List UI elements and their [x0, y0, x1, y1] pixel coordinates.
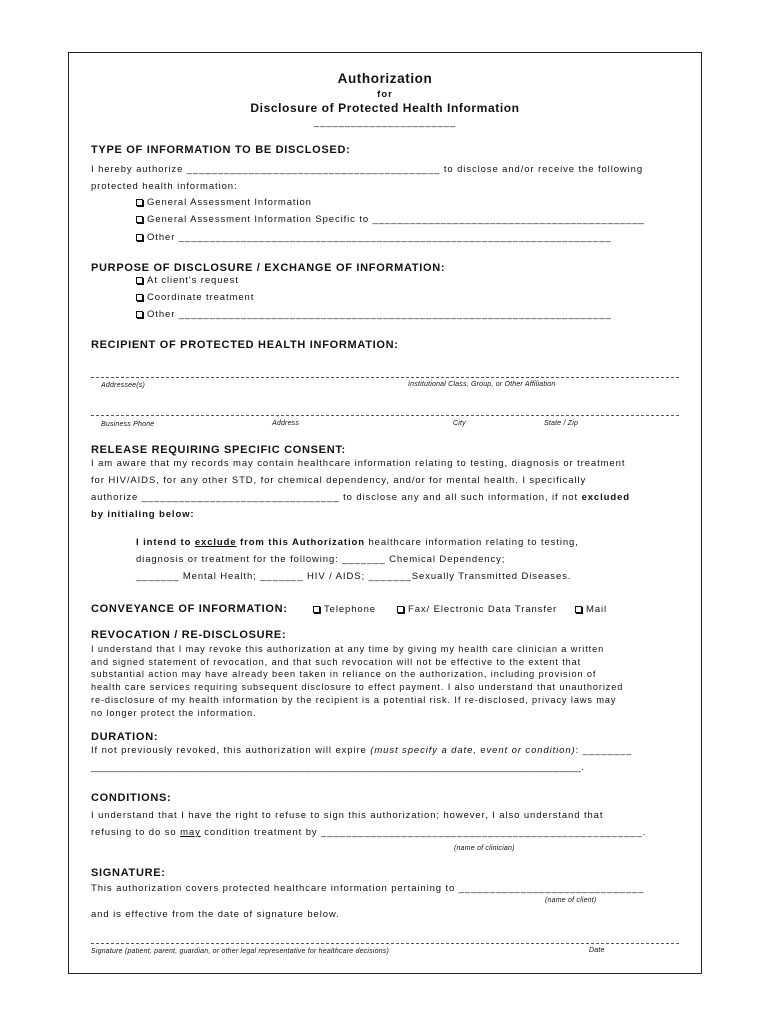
address-label: Address: [272, 420, 300, 427]
diagnosis-line[interactable]: diagnosis or treatment for the following: _______ Chemical Dependency;: [136, 554, 506, 565]
checkbox-icon[interactable]: [136, 234, 143, 241]
type-option-specific[interactable]: [136, 214, 645, 225]
client-label: (name of client): [545, 897, 597, 904]
checkbox-icon[interactable]: [136, 199, 143, 206]
signature-line-1[interactable]: This authorization covers protected healthcare information pertaining to ______________________________: [91, 883, 645, 894]
purpose-heading: PURPOSE OF DISCLOSURE / EXCHANGE OF INFORMATION:: [91, 262, 446, 274]
affiliation-label: Institutional Class, Group, or Other Affiliation: [408, 381, 556, 388]
duration-line-2[interactable]: _______________________________________________________________________________________.: [91, 762, 585, 773]
conveyance-option-mail[interactable]: [575, 604, 607, 615]
date-label: Date: [589, 947, 605, 954]
revocation-heading: REVOCATION / RE-DISCLOSURE:: [91, 629, 287, 641]
conditions-line-2[interactable]: [91, 827, 646, 838]
refusing-text: refusing to do so: [91, 827, 181, 838]
revocation-text: [91, 643, 623, 719]
release-heading: RELEASE REQUIRING SPECIFIC CONSENT:: [91, 444, 346, 456]
signature-heading: SIGNATURE:: [91, 867, 166, 879]
checkbox-icon[interactable]: [313, 606, 320, 613]
release-line-3[interactable]: [91, 492, 630, 503]
phone-label: Business Phone: [101, 421, 155, 428]
addressee-line[interactable]: [91, 377, 679, 378]
mail-label: Mail: [586, 604, 608, 615]
authorize-line[interactable]: I hereby authorize _________________________________________ to disclose and/or receive the following: [91, 164, 644, 175]
addressee-label: Addressee(s): [101, 382, 146, 389]
conveyance-heading: CONVEYANCE OF INFORMATION:: [91, 603, 288, 615]
type-option-specific-label: General Assessment Information Specific to ____________________________________________: [147, 214, 645, 225]
purpose-option-request[interactable]: [136, 275, 239, 286]
form-for: for: [377, 89, 393, 100]
fax-label: Fax/ Electronic Data Transfer: [408, 604, 558, 615]
city-label: City: [453, 420, 466, 427]
clinician-label: (name of clinician): [454, 845, 515, 852]
type-option-general[interactable]: [136, 197, 312, 208]
clinician-blank[interactable]: condition treatment by ____________________________________________________.: [200, 827, 647, 838]
duration-text: If not previously revoked, this authorization will expire: [91, 745, 371, 756]
revocation-line: and signed statement of revocation, and that such revocation will not be effective to the extent that: [91, 656, 582, 667]
checkbox-icon[interactable]: [136, 277, 143, 284]
purpose-option-other-label: Other ______________________________________________________________________: [147, 309, 612, 320]
mental-health-line[interactable]: _______ Mental Health; _______ HIV / AIDS; _______Sexually Transmitted Diseases.: [136, 571, 572, 582]
duration-heading: DURATION:: [91, 731, 159, 743]
signature-label: Signature (patient, parent, guardian, or other legal representative for healthcare decisions): [91, 948, 389, 955]
protected-line: protected health information:: [91, 181, 238, 192]
intend-text: I intend to: [136, 537, 195, 548]
purpose-option-request-label: At client's request: [147, 275, 239, 286]
checkbox-icon[interactable]: [136, 216, 143, 223]
phone-address-line[interactable]: [91, 415, 679, 416]
checkbox-icon[interactable]: [575, 606, 582, 613]
duration-line-1[interactable]: [91, 745, 632, 756]
conveyance-option-telephone[interactable]: [313, 604, 376, 615]
type-option-general-label: General Assessment Information: [147, 197, 312, 208]
checkbox-icon[interactable]: [136, 311, 143, 318]
revocation-line: substantial action may have already been taken in reliance on the authorization, including provision of: [91, 669, 597, 680]
purpose-option-coordinate-label: Coordinate treatment: [147, 292, 255, 303]
form-subtitle: Disclosure of Protected Health Information: [250, 101, 520, 115]
intend-line: [136, 537, 579, 548]
release-authorize-text: authorize ________________________________ to disclose any and all such information, if not: [91, 492, 582, 503]
form-title: Authorization: [337, 71, 433, 86]
state-label: State / Zip: [544, 420, 579, 427]
purpose-option-other[interactable]: [136, 309, 612, 320]
subtitle-blank[interactable]: _______________________: [313, 117, 457, 128]
revocation-line: no longer protect the information.: [91, 707, 257, 718]
type-option-other-label: Other ______________________________________________________________________: [147, 232, 612, 243]
type-info-heading: TYPE OF INFORMATION TO BE DISCLOSED:: [91, 144, 351, 156]
intend-rest-text: healthcare information relating to testing,: [364, 537, 579, 548]
revocation-line: re-disclosure of my health information by the recipient is a potential risk. If re-disclosed, privacy laws may: [91, 694, 617, 705]
revocation-line: health care services requiring subsequent disclosure to effect payment. I also understand that unauthorized: [91, 682, 624, 693]
duration-hint: (must specify a date, event or condition): [370, 745, 576, 756]
signature-line-2: and is effective from the date of signature below.: [91, 909, 340, 920]
release-line-2: for HIV/AIDS, for any other STD, for chemical dependency, and/or for mental health. I specifically: [91, 475, 587, 486]
duration-blank[interactable]: : ________: [575, 745, 633, 756]
signature-line[interactable]: [91, 943, 679, 944]
release-excluded-text: excluded: [581, 492, 630, 503]
conditions-heading: CONDITIONS:: [91, 792, 172, 804]
release-line-1: I am aware that my records may contain healthcare information relating to testing, diagnosis or treatment: [91, 458, 626, 469]
may-text: may: [180, 827, 201, 838]
checkbox-icon[interactable]: [397, 606, 404, 613]
type-option-other[interactable]: [136, 232, 612, 243]
authorization-text: from this Authorization: [236, 537, 365, 548]
recipient-heading: RECIPIENT OF PROTECTED HEALTH INFORMATION:: [91, 339, 399, 351]
checkbox-icon[interactable]: [136, 294, 143, 301]
conditions-line-1: I understand that I have the right to refuse to sign this authorization; however, I also understand that: [91, 810, 604, 821]
telephone-label: Telephone: [324, 604, 376, 615]
conveyance-option-fax[interactable]: [397, 604, 557, 615]
release-line-4: by initialing below:: [91, 509, 195, 520]
revocation-line: I understand that I may revoke this authorization at any time by giving my health care clinician a written: [91, 644, 605, 654]
exclude-text: exclude: [194, 537, 237, 548]
purpose-option-coordinate[interactable]: [136, 292, 254, 303]
